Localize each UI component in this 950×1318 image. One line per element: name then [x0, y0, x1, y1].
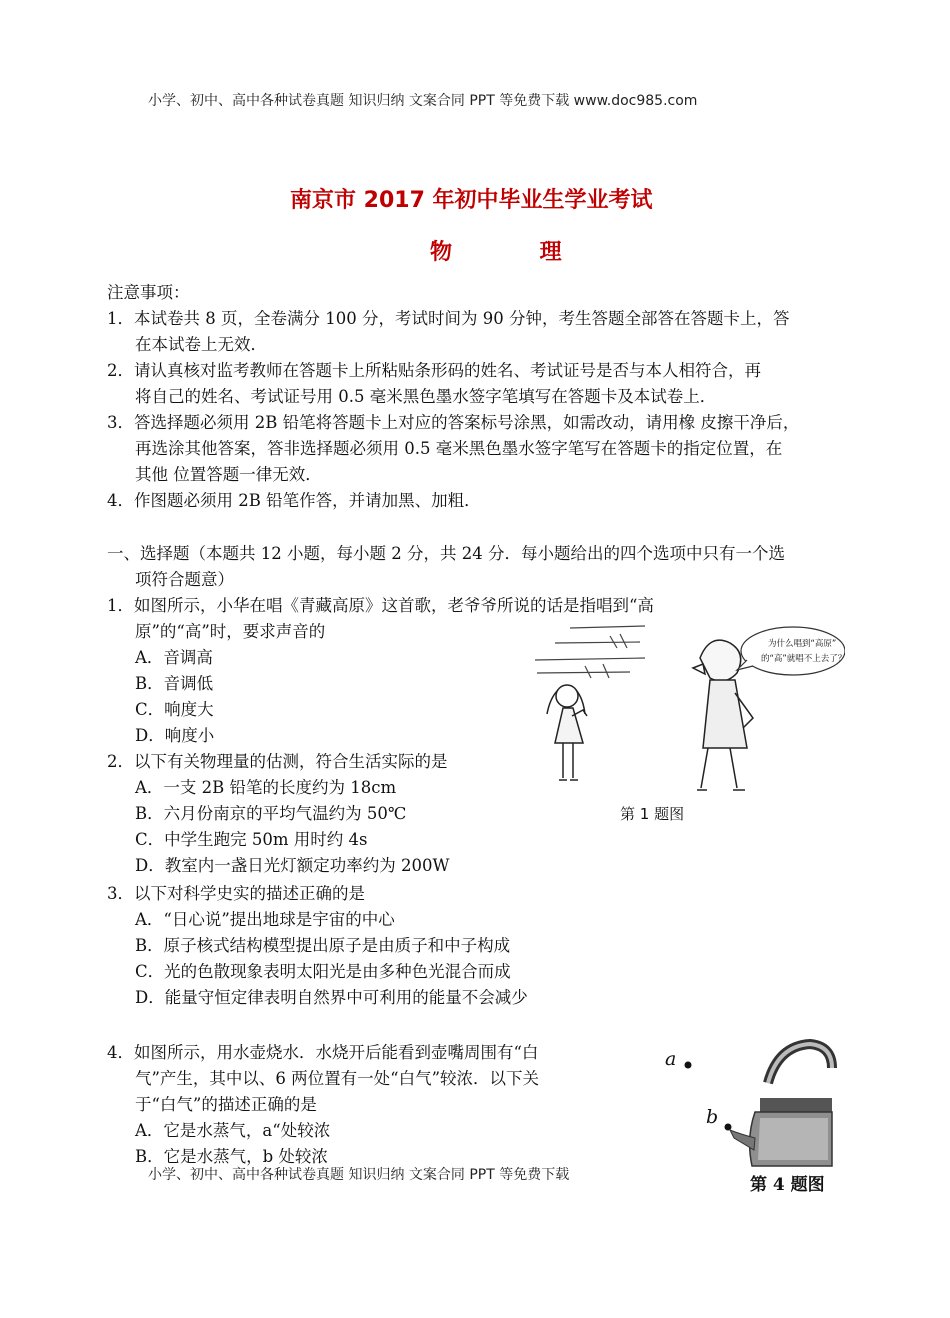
exam-title: 南京市 2017 年初中毕业生学业考试 — [290, 188, 653, 213]
notice-line: 2．请认真核对监考教师在答题卡上所粘贴条形码的姓名、考试证号是否与本人相符合，再 — [107, 361, 761, 380]
q3-option-a: A．“日心说”提出地球是宇宙的中心 — [135, 910, 395, 929]
q4-stem: 4．如图所示，用水壶烧水．水烧开后能看到壶嘴周围有“白 — [107, 1043, 539, 1062]
q2-stem: 2．以下有关物理量的估测，符合生活实际的是 — [107, 752, 448, 771]
kettle-illustration — [660, 1038, 840, 1168]
notice-line: 3．答选择题必须用 2B 铅笔将答题卡上对应的答案标号涂黑，如需改动，请用橡 皮擦干净后， — [107, 413, 800, 432]
q1-option-a: A．音调高 — [135, 648, 213, 667]
point-b-marker — [725, 1124, 732, 1131]
q3-option-d: D．能量守恒定律表明自然界中可利用的能量不会减少 — [135, 988, 528, 1007]
point-a-marker — [685, 1062, 692, 1069]
girl-figure — [547, 685, 587, 780]
notice-heading: 注意事项： — [107, 283, 190, 302]
subject-title: 物 理 — [430, 240, 602, 265]
section-heading-cont: 项符合题意） — [135, 570, 234, 589]
q4-option-a: A．它是水蒸气，a“处较浓 — [135, 1121, 331, 1140]
q1-stem: 1．如图所示，小华在唱《青藏高原》这首歌，老爷爷所说的话是指唱到“高 — [107, 596, 654, 615]
notice-line: 再选涂其他答案，答非选择题必须用 0.5 毫米黑色墨水签字笔写在答题卡的指定位置，在 — [135, 439, 783, 458]
q1-option-c: C．响度大 — [135, 700, 214, 719]
notice-line: 4．作图题必须用 2B 铅笔作答，并请加黑、加粗． — [107, 491, 481, 510]
q2-option-d: D．教室内一盏日光灯额定功率约为 200W — [135, 856, 450, 875]
notice-line: 在本试卷上无效． — [135, 335, 267, 354]
page-header: 小学、初中、高中各种试卷真题 知识归纳 文案合同 PPT 等免费下载 www.doc985.com — [148, 93, 698, 109]
q2-option-a: A．一支 2B 铅笔的长度约为 18cm — [135, 778, 397, 797]
q1-option-b: B．音调低 — [135, 674, 214, 693]
q4-figure-caption: 第 4 题图 — [750, 1175, 825, 1195]
q4-stem-cont: 气”产生，其中以、6 两位置有一处“白气”较浓．以下关 — [135, 1069, 540, 1088]
q2-option-c: C．中学生跑完 50m 用时约 4s — [135, 830, 368, 849]
bubble-text-line2: 的“高”就唱不上去了？ — [761, 654, 847, 664]
notice-line: 将自己的姓名、考试证号用 0.5 毫米黑色墨水签字笔填写在答题卡及本试卷上． — [135, 387, 717, 406]
page-footer: 小学、初中、高中各种试卷真题 知识归纳 文案合同 PPT 等免费下载 — [148, 1167, 570, 1183]
q1-figure-caption: 第 1 题图 — [620, 805, 685, 823]
bubble-text-line1: 为什么唱到“高原” — [768, 639, 837, 649]
kettle — [730, 1044, 832, 1166]
q1-option-d: D．响度小 — [135, 726, 215, 745]
q3-option-c: C．光的色散现象表明太阳光是由多种色光混合而成 — [135, 962, 511, 981]
notice-line: 其他 位置答题一律无效． — [135, 465, 322, 484]
q2-option-b: B．六月份南京的平均气温约为 50℃ — [135, 804, 407, 823]
q3-option-b: B．原子核式结构模型提出原子是由质子和中子构成 — [135, 936, 511, 955]
label-b: b — [706, 1106, 719, 1128]
q3-stem: 3．以下对科学史实的描述正确的是 — [107, 884, 365, 903]
q4-option-b: B．它是水蒸气，b 处较浓 — [135, 1147, 328, 1166]
q4-stem-cont: 于“白气”的描述正确的是 — [135, 1095, 317, 1114]
label-a: a — [665, 1048, 677, 1070]
notice-line: 1．本试卷共 8 页，全卷满分 100 分，考试时间为 90 分钟，考生答题全部答在答题卡上，答 — [107, 309, 790, 328]
q1-stem-cont: 原”的“高”时，要求声音的 — [135, 622, 326, 641]
speech-bubble — [737, 627, 845, 675]
section-heading: 一、选择题（本题共 12 小题，每小题 2 分，共 24 分．每小题给出的四个选项中只有一个选 — [107, 544, 785, 563]
